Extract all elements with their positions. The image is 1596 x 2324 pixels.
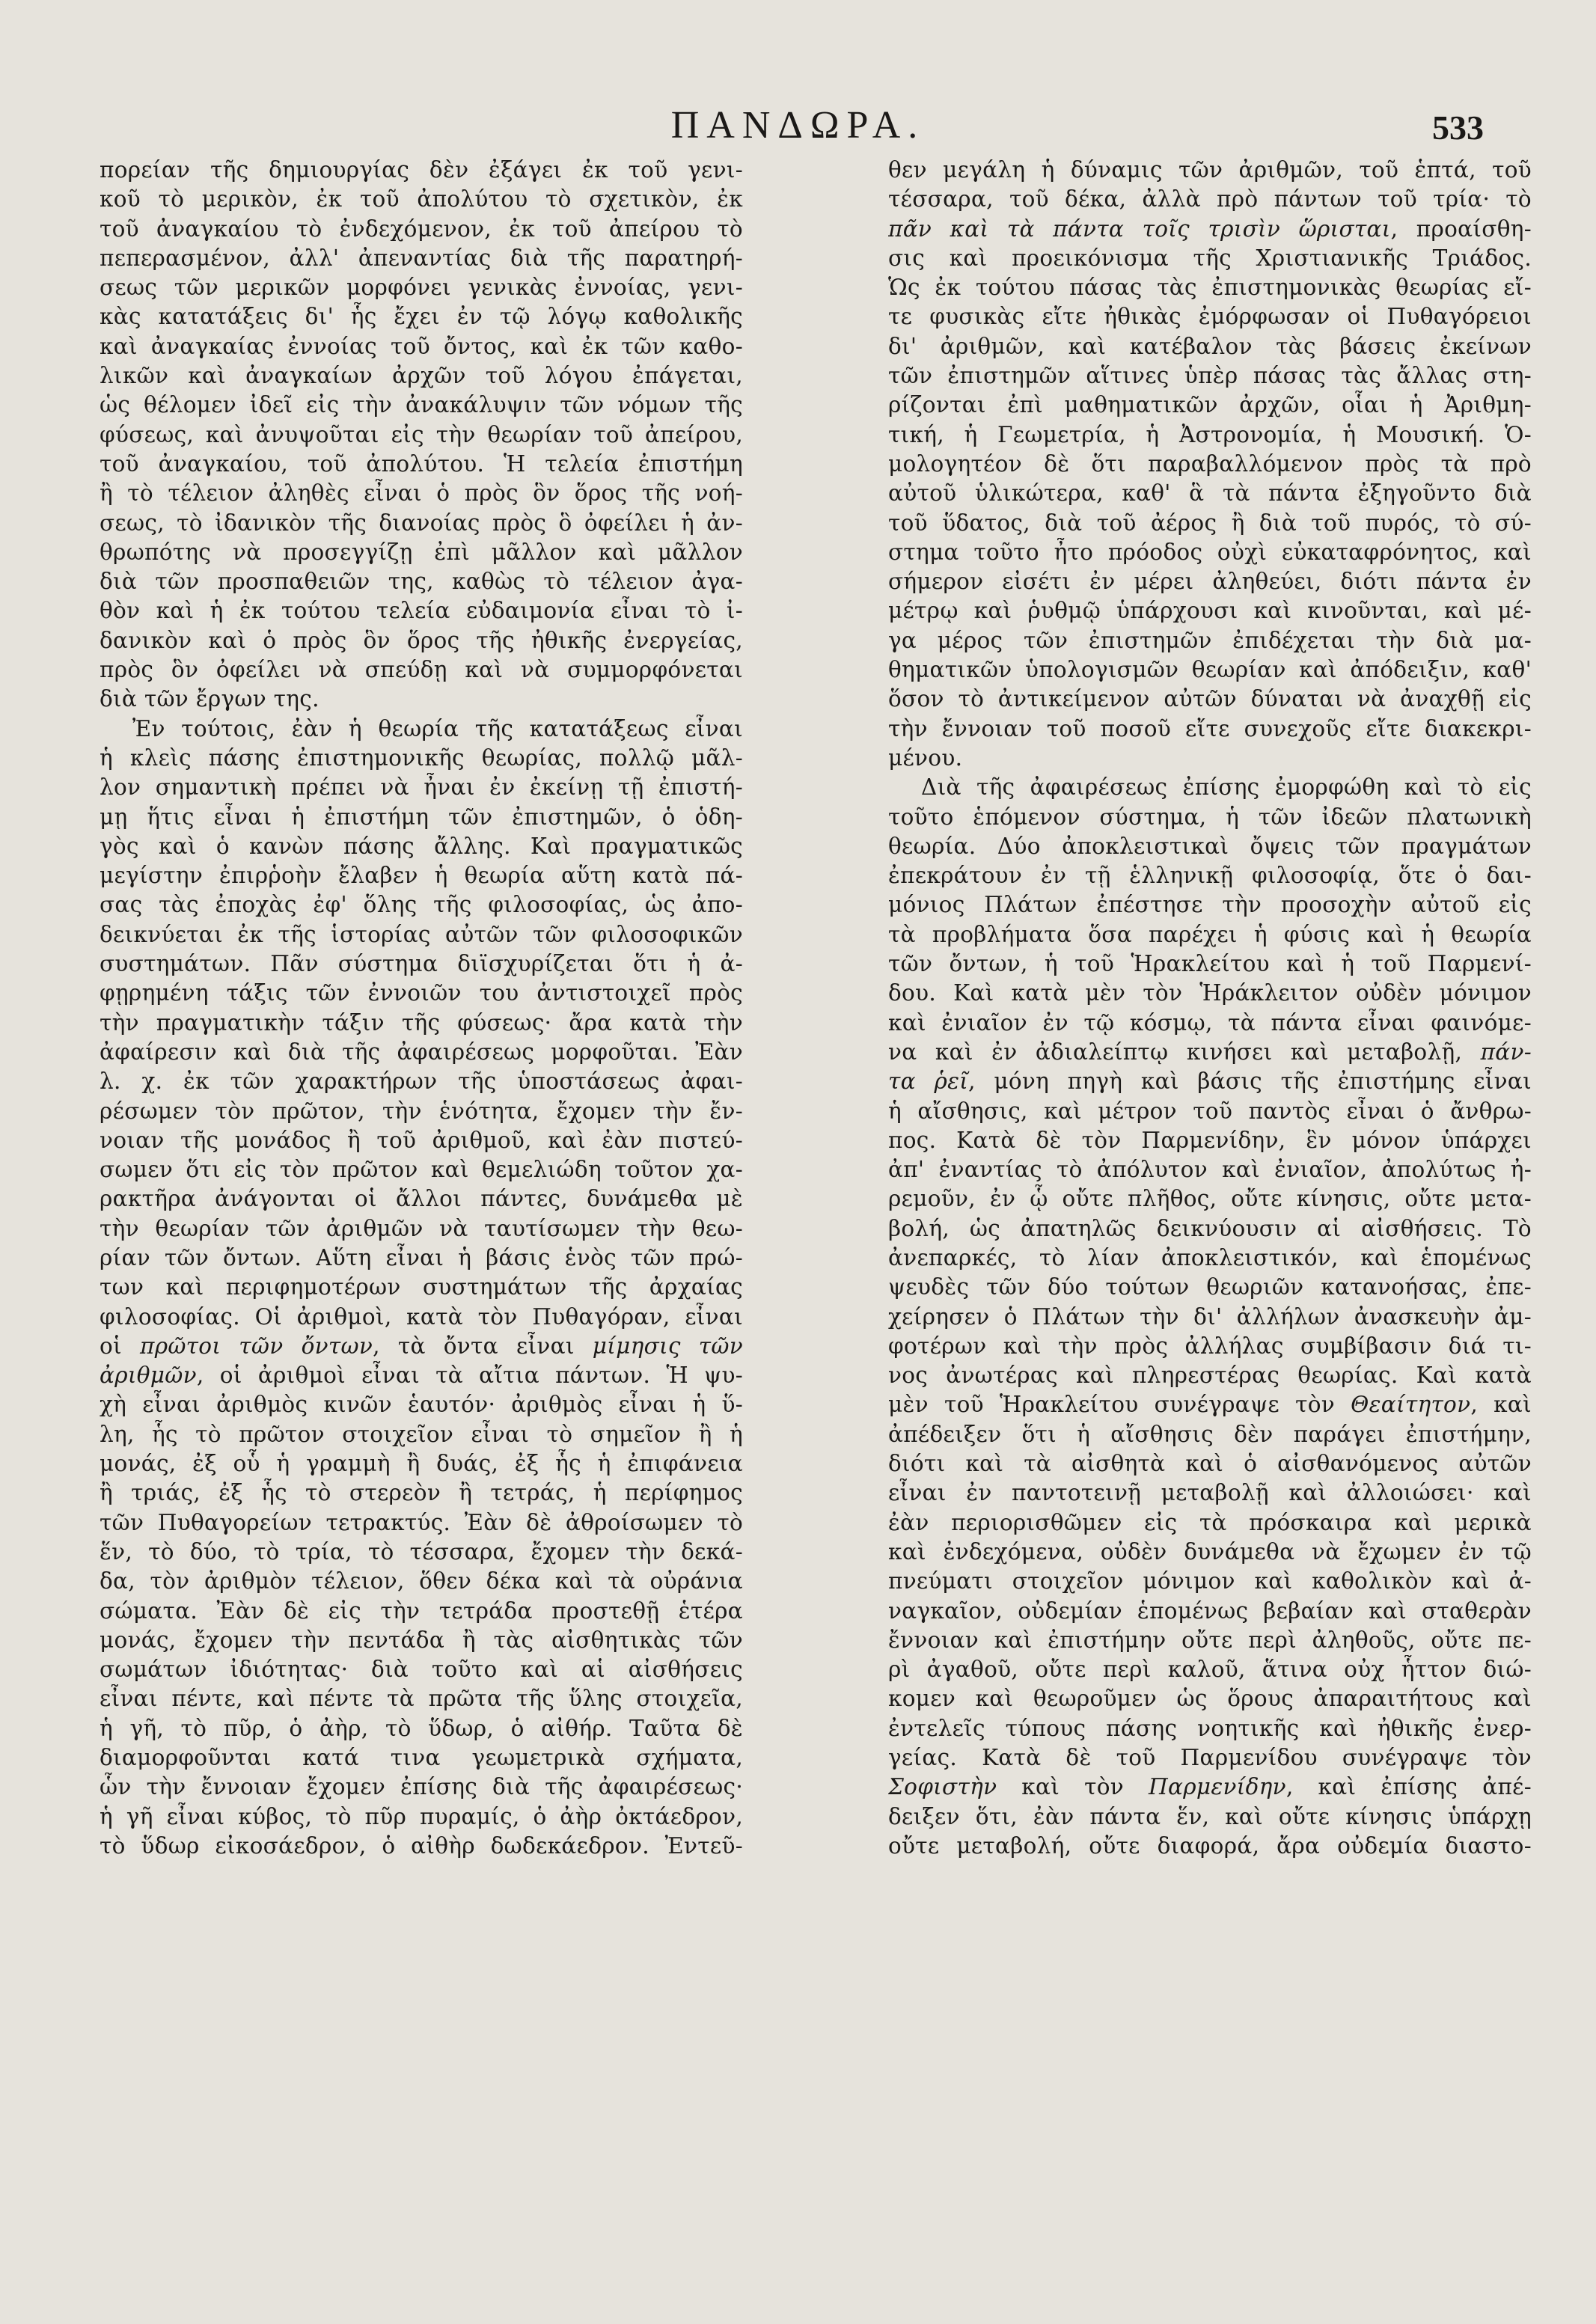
text-line: ἕν, τὸ δύο, τὸ τρία, τὸ τέσσαρα, ἔχομεν τὴν δεκά- <box>100 1538 743 1565</box>
text-line: γὸς καὶ ὁ κανὼν πάσης ἄλλης. Καὶ πραγματικῶς <box>100 833 743 859</box>
page-number: 533 <box>1432 108 1484 147</box>
text-line: ρεμοῦν, ἐν ᾧ οὔτε πλῆθος, οὔτε κίνησις, οὔτε μετα- <box>888 1186 1532 1212</box>
text-line: οἱ πρῶτοι τῶν ὄντων, τὰ ὄντα εἶναι μίμησις τῶν <box>100 1333 743 1359</box>
text-line: λη, ἧς τὸ πρῶτον στοιχεῖον εἶναι τὸ σημεῖον ἢ ἡ <box>100 1421 743 1447</box>
text-line: θηματικῶν ὑπολογισμῶν θεωρίαν καὶ ἀπόδειξιν, καθ' <box>888 657 1532 683</box>
text-line: στημα τοῦτο ἦτο πρόοδος οὐχὶ εὐκαταφρόνητος, καὶ <box>888 539 1532 565</box>
text-line: λικῶν καὶ ἀναγκαίων ἀρχῶν τοῦ λόγου ἐπάγεται, <box>100 363 743 389</box>
text-line: πος. Κατὰ δὲ τὸν Παρμενίδην, ἓν μόνον ὑπάρχει <box>888 1127 1532 1153</box>
text-line: Ὡς ἐκ τούτου πάσας τὰς ἐπιστημονικὰς θεωρίας εἴ- <box>888 275 1532 301</box>
text-line: διαμορφοῦνται κατά τινα γεωμετρικὰ σχήματα, <box>100 1745 743 1771</box>
text-line: ὅσον τὸ ἀντικείμενον αὐτῶν δύναται νὰ ἀναχθῇ εἰς <box>888 686 1532 712</box>
text-line: σεως, τὸ ἰδανικὸν τῆς διανοίας πρὸς ὃ ὀφείλει ἡ ἀν- <box>100 510 743 536</box>
text-line: τική, ἡ Γεωμετρία, ἡ Ἀστρονομία, ἡ Μουσική. Ὁ- <box>888 421 1532 447</box>
text-line: ψευδὲς τῶν δύο τούτων θεωριῶν κατανοήσας, ἐπε- <box>888 1274 1532 1300</box>
text-line: θεν μεγάλη ἡ δύναμις τῶν ἀριθμῶν, τοῦ ἑπτά, τοῦ <box>888 157 1532 183</box>
text-line: εἶναι πέντε, καὶ πέντε τὰ πρῶτα τῆς ὕλης στοιχεῖα, <box>100 1686 743 1712</box>
text-line: τοῦ ἀναγκαίου, τοῦ ἀπολύτου. Ἡ τελεία ἐπιστήμη <box>100 450 743 477</box>
page-header <box>0 103 1596 156</box>
text-line: μέτρῳ καὶ ῥυθμῷ ὑπάρχουσι καὶ κινοῦνται, καὶ μέ- <box>888 598 1532 624</box>
text-line: φῃρημένη τάξις τῶν ἐννοιῶν του ἀντιστοιχεῖ πρὸς <box>100 980 743 1006</box>
running-title: ΠΑΝΔΩΡΑ. <box>670 104 926 147</box>
text-line: μολογητέον δὲ ὅτι παραβαλλόμενον πρὸς τὰ πρὸ <box>888 450 1532 477</box>
text-line: δου. Καὶ κατὰ μὲν τὸν Ἡράκλειτον οὐδὲν μόνιμον <box>888 980 1532 1006</box>
text-line: ἡ κλεὶς πάσης ἐπιστημονικῆς θεωρίας, πολλῷ μᾶλ- <box>100 744 743 771</box>
text-line: Σοφιστὴν καὶ τὸν Παρμενίδην, καὶ ἐπίσης ἀπέ- <box>888 1774 1532 1800</box>
text-line: τε φυσικὰς εἴτε ἠθικὰς ἐμόρφωσαν οἱ Πυθαγόρειοι <box>888 304 1532 330</box>
text-line: φοτέρων καὶ τὴν πρὸς ἀλλήλας συμβίβασιν διά τι- <box>888 1333 1532 1359</box>
text-line: διὰ τῶν ἔργων της. <box>100 686 319 712</box>
text-line: τα ῥεῖ, μόνη πηγὴ καὶ βάσις τῆς ἐπιστήμης εἶναι <box>888 1068 1532 1095</box>
text-line: ἢ τριάς, ἐξ ἧς τὸ στερεὸν ἢ τετράς, ἡ περίφημος <box>100 1480 743 1506</box>
text-line: Ἐν τούτοις, ἐὰν ἡ θεωρία τῆς κατατάξεως εἶναι <box>132 715 743 741</box>
text-line: δεικνύεται ἐκ τῆς ἱστορίας αὐτῶν τῶν φιλοσοφικῶν <box>100 921 743 947</box>
text-line: καὶ ἐνδεχόμενα, οὐδὲν δυνάμεθα νὰ ἔχωμεν ἐν τῷ <box>888 1538 1532 1565</box>
text-line: δι' ἀριθμῶν, καὶ κατέβαλον τὰς βάσεις ἐκείνων <box>888 333 1532 359</box>
text-line: των καὶ περιφημοτέρων συστημάτων τῆς ἀρχαίας <box>100 1274 743 1300</box>
text-line: τοῦτο ἑπόμενον σύστημα, ἡ τῶν ἰδεῶν πλατωνικὴ <box>888 804 1532 830</box>
text-line: ρίαν τῶν ὄντων. Αὕτη εἶναι ἡ βάσις ἑνὸς τῶν πρώ- <box>100 1244 743 1270</box>
text-line: διότι καὶ τὰ αἰσθητὰ καὶ ὁ αἰσθανόμενος αὐτῶν <box>888 1451 1532 1477</box>
text-line: τῶν ἐπιστημῶν αἵτινες ὑπὲρ πάσας τὰς ἄλλας στη- <box>888 363 1532 389</box>
text-line: τὴν ἔννοιαν τοῦ ποσοῦ εἴτε συνεχοῦς εἴτε διακεκρι- <box>888 715 1532 741</box>
text-line: ἔννοιαν καὶ ἐπιστήμην οὔτε περὶ ἀληθοῦς, οὔτε πε- <box>888 1627 1532 1653</box>
text-line: νος ἀνωτέρας καὶ πληρεστέρας θεωρίας. Καὶ κατὰ <box>888 1363 1532 1389</box>
text-line: τῶν Πυθαγορείων τετρακτύς. Ἐὰν δὲ ἀθροίσωμεν τὸ <box>100 1509 743 1535</box>
text-line: σώματα. Ἐὰν δὲ εἰς τὴν τετράδα προστεθῇ ἑτέρα <box>100 1597 743 1624</box>
text-line: τοῦ ὕδατος, διὰ τοῦ ἀέρος ἢ διὰ τοῦ πυρός, τὸ σύ- <box>888 510 1532 536</box>
text-line: πρὸς ὃν ὀφείλει νὰ σπεύδῃ καὶ νὰ συμμορφόνεται <box>100 657 743 683</box>
text-line: θεωρία. Δύο ἀποκλειστικαὶ ὄψεις τῶν πραγμάτων <box>888 833 1532 859</box>
text-line: νοιαν τῆς μονάδος ἢ τοῦ ἀριθμοῦ, καὶ ἐὰν πιστεύ- <box>100 1127 743 1153</box>
text-line: σεως τῶν μερικῶν μορφόνει γενικὰς ἐννοίας, γενι- <box>100 275 743 301</box>
text-line: πορείαν τῆς δημιουργίας δὲν ἐξάγει ἐκ τοῦ γενι- <box>100 157 743 183</box>
text-line: ἀριθμῶν, οἱ ἀριθμοὶ εἶναι τὰ αἴτια πάντων. Ἡ ψυ- <box>100 1363 743 1389</box>
text-line: διὰ τῶν προσπαθειῶν της, καθὼς τὸ τέλειον ἀγα- <box>100 569 743 595</box>
text-line: ὧν τὴν ἔννοιαν ἔχομεν ἐπίσης διὰ τῆς ἀφαιρέσεως· <box>100 1774 743 1800</box>
text-line: σωμάτων ἰδιότητας· διὰ τοῦτο καὶ αἱ αἰσθήσεις <box>100 1657 743 1683</box>
text-line: κὰς κατατάξεις δι' ἧς ἔχει ἐν τῷ λόγῳ καθολικῆς <box>100 304 743 330</box>
text-line: σις καὶ προεικόνισμα τῆς Χριστιανικῆς Τριάδος. <box>888 245 1532 271</box>
text-line: καὶ ἀναγκαίας ἐννοίας τοῦ ὄντος, καὶ ἐκ τῶν καθο- <box>100 333 743 359</box>
text-line: ἡ γῆ, τὸ πῦρ, ὁ ἀὴρ, τὸ ὕδωρ, ὁ αἰθήρ. Ταῦτα δὲ <box>100 1715 743 1741</box>
text-line: ἀφαίρεσιν καὶ διὰ τῆς ἀφαιρέσεως μορφοῦται. Ἐὰν <box>100 1039 743 1065</box>
text-line: μὲν τοῦ Ἡρακλείτου συνέγραψε τὸν Θεαίτητον, καὶ <box>888 1392 1532 1418</box>
text-line: χὴ εἶναι ἀριθμὸς κινῶν ἑαυτόν· ἀριθμὸς εἶναι ἡ ὕ- <box>100 1392 743 1418</box>
text-line: σήμερον εἰσέτι ἐν μέρει ἀληθεύει, διότι πάντα ἐν <box>888 569 1532 595</box>
text-line: ρίζονται ἐπὶ μαθηματικῶν ἀρχῶν, οἷαι ἡ Ἀριθμη- <box>888 392 1532 418</box>
text-line: βολή, ὡς ἀπατηλῶς δεικνύουσιν αἱ αἰσθήσεις. Τὸ <box>888 1215 1532 1241</box>
text-line: ἀνεπαρκές, τὸ λίαν ἀποκλειστικόν, καὶ ἑπομένως <box>888 1244 1532 1270</box>
text-line: πεπερασμένον, ἀλλ' ἀπεναντίας διὰ τῆς παρατηρή- <box>100 245 743 271</box>
text-line: μένου. <box>888 744 963 771</box>
text-line: μονάς, ἔχομεν τὴν πεντάδα ἢ τὰς αἰσθητικὰς τῶν <box>100 1627 743 1653</box>
text-line: λον σημαντικὴ πρέπει νὰ ἦναι ἐν ἐκείνῃ τῇ ἐπιστή- <box>100 774 743 801</box>
text-line: δανικὸν καὶ ὁ πρὸς ὃν ὅρος τῆς ἠθικῆς ἐνεργείας, <box>100 627 743 653</box>
text-line: φύσεως, καὶ ἀνυψοῦται εἰς τὴν θεωρίαν τοῦ ἀπείρου, <box>100 421 743 447</box>
text-line: σας τὰς ἐποχὰς ἐφ' ὅλης τῆς φιλοσοφίας, ὡς ἀπο- <box>100 892 743 918</box>
text-line: ναγκαῖον, οὐδεμίαν ἑπομένως βεβαίαν καὶ σταθερὰν <box>888 1597 1532 1624</box>
text-line: ἡ γῆ εἶναι κύβος, τὸ πῦρ πυραμίς, ὁ ἀὴρ ὀκτάεδρον, <box>100 1803 743 1829</box>
text-line: μονάς, ἐξ οὗ ἡ γραμμὴ ἢ δυάς, ἐξ ἧς ἡ ἐπιφάνεια <box>100 1451 743 1477</box>
text-line: πᾶν καὶ τὰ πάντα τοῖς τρισὶν ὥρισται, προαίσθη- <box>888 215 1532 242</box>
text-line: ρακτῆρα ἀνάγονται οἱ ἄλλοι πάντες, δυνάμεθα μὲ <box>100 1186 743 1212</box>
text-line: τέσσαρα, τοῦ δέκα, ἀλλὰ πρὸ πάντων τοῦ τρία· τὸ <box>888 186 1532 212</box>
text-line: δα, τὸν ἀριθμὸν τέλειον, ὅθεν δέκα καὶ τὰ οὐράνια <box>100 1568 743 1594</box>
text-line: ἀπέδειξεν ὅτι ἡ αἴσθησις δὲν παράγει ἐπιστήμην, <box>888 1421 1532 1447</box>
text-line: δειξεν ὅτι, ἐὰν πάντα ἕν, καὶ οὔτε κίνησις ὑπάρχῃ <box>888 1803 1532 1829</box>
text-line: ρὶ ἀγαθοῦ, οὔτε περὶ καλοῦ, ἅτινα οὐχ ἧττον διώ- <box>888 1657 1532 1683</box>
text-line: ρέσωμεν τὸν πρῶτον, τὴν ἑνότητα, ἔχομεν τὴν ἔν- <box>100 1098 743 1124</box>
text-line: μεγίστην ἐπιρῥοὴν ἔλαβεν ἡ θεωρία αὕτη κατὰ πά- <box>100 863 743 889</box>
text-line: μόνιος Πλάτων ἐπέστησε τὴν προσοχὴν αὐτοῦ εἰς <box>888 892 1532 918</box>
text-column-right <box>888 156 1532 1861</box>
text-line: ἀπ' ἐναντίας τὸ ἀπόλυτον καὶ ἐνιαῖον, ἀπολύτως ἠ- <box>888 1157 1532 1183</box>
text-line: αὐτοῦ ὑλικώτερα, καθ' ἃ τὰ πάντα ἐξηγοῦντο διὰ <box>888 480 1532 507</box>
text-line: σωμεν ὅτι εἰς τὸν πρῶτον καὶ θεμελιώδη τοῦτον χα- <box>100 1157 743 1183</box>
text-line: θρωπότης νὰ προσεγγίζῃ ἐπὶ μᾶλλον καὶ μᾶλλον <box>100 539 743 565</box>
text-line: τὸ ὕδωρ εἰκοσάεδρον, ὁ αἰθὴρ δωδεκάεδρον. Ἐντεῦ- <box>100 1832 743 1859</box>
text-line: τὰ προβλήματα ὅσα παρέχει ἡ φύσις καὶ ἡ θεωρία <box>888 921 1532 947</box>
text-line: θὸν καὶ ἡ ἐκ τούτου τελεία εὐδαιμονία εἶναι τὸ ἰ- <box>100 598 743 624</box>
text-line: τὴν πραγματικὴν τάξιν τῆς φύσεως· ἄρα κατὰ τὴν <box>100 1009 743 1036</box>
text-line: ἢ τὸ τέλειον ἀληθὲς εἶναι ὁ πρὸς ὃν ὅρος τῆς νοή- <box>100 480 743 507</box>
text-line: πνεύματι στοιχεῖον μόνιμον καὶ καθολικὸν καὶ ἀ- <box>888 1568 1532 1594</box>
text-line: να καὶ ἐν ἀδιαλείπτῳ κινήσει καὶ μεταβολῇ, πάν- <box>888 1039 1532 1065</box>
text-line: ἡ αἴσθησις, καὶ μέτρον τοῦ παντὸς εἶναι ὁ ἄνθρω- <box>888 1098 1532 1124</box>
text-line: τοῦ ἀναγκαίου τὸ ἐνδεχόμενον, ἐκ τοῦ ἀπείρου τὸ <box>100 215 743 242</box>
text-line: ἐὰν περιορισθῶμεν εἰς τὰ πρόσκαιρα καὶ μερικὰ <box>888 1509 1532 1535</box>
text-line: γα μέρος τῶν ἐπιστημῶν ἐπιδέχεται τὴν διὰ μα- <box>888 627 1532 653</box>
text-line: φιλοσοφίας. Οἱ ἀριθμοὶ, κατὰ τὸν Πυθαγόραν, εἶναι <box>100 1303 743 1330</box>
text-line: γείας. Κατὰ δὲ τοῦ Παρμενίδου συνέγραψε τὸν <box>888 1745 1532 1771</box>
text-line: καὶ ἐνιαῖον ἐν τῷ κόσμῳ, τὰ πάντα εἶναι φαινόμε- <box>888 1009 1532 1036</box>
text-line: χείρησεν ὁ Πλάτων τὴν δι' ἀλλήλων ἀνασκευὴν ἀμ- <box>888 1303 1532 1330</box>
text-line: ἐπεκράτουν ἐν τῇ ἑλληνικῇ φιλοσοφίᾳ, ὅτε ὁ δαι- <box>888 863 1532 889</box>
text-line: ἐντελεῖς τύπους πάσης νοητικῆς καὶ ἠθικῆς ἐνερ- <box>888 1715 1532 1741</box>
text-line: εἶναι ἐν παντοτεινῇ μεταβολῇ καὶ ἀλλοιώσει· καὶ <box>888 1480 1532 1506</box>
text-column-left <box>100 156 743 1861</box>
text-line: κομεν καὶ θεωροῦμεν ὡς ὅρους ἀπαραιτήτους καὶ <box>888 1686 1532 1712</box>
text-line: συστημάτων. Πᾶν σύστημα διϊσχυρίζεται ὅτι ἡ ἀ- <box>100 951 743 977</box>
text-line: οὔτε μεταβολή, οὔτε διαφορά, ἄρα οὐδεμία διαστο- <box>888 1832 1532 1859</box>
text-line: Διὰ τῆς ἀφαιρέσεως ἐπίσης ἐμορφώθη καὶ τὸ εἰς <box>921 774 1532 801</box>
text-line: λ. χ. ἐκ τῶν χαρακτήρων τῆς ὑποστάσεως ἀφαι- <box>100 1068 743 1095</box>
text-line: τῶν ὄντων, ἡ τοῦ Ἡρακλείτου καὶ ἡ τοῦ Παρμενί- <box>888 951 1532 977</box>
text-line: ὡς θέλομεν ἰδεῖ εἰς τὴν ἀνακάλυψιν τῶν νόμων τῆς <box>100 392 743 418</box>
text-line: τὴν θεωρίαν τῶν ἀριθμῶν νὰ ταυτίσωμεν τὴν θεω- <box>100 1215 743 1241</box>
text-line: μῃ ἥτις εἶναι ἡ ἐπιστήμη τῶν ἐπιστημῶν, ὁ ὁδη- <box>100 804 743 830</box>
text-line: κοῦ τὸ μερικὸν, ἐκ τοῦ ἀπολύτου τὸ σχετικὸν, ἐκ <box>100 186 743 212</box>
